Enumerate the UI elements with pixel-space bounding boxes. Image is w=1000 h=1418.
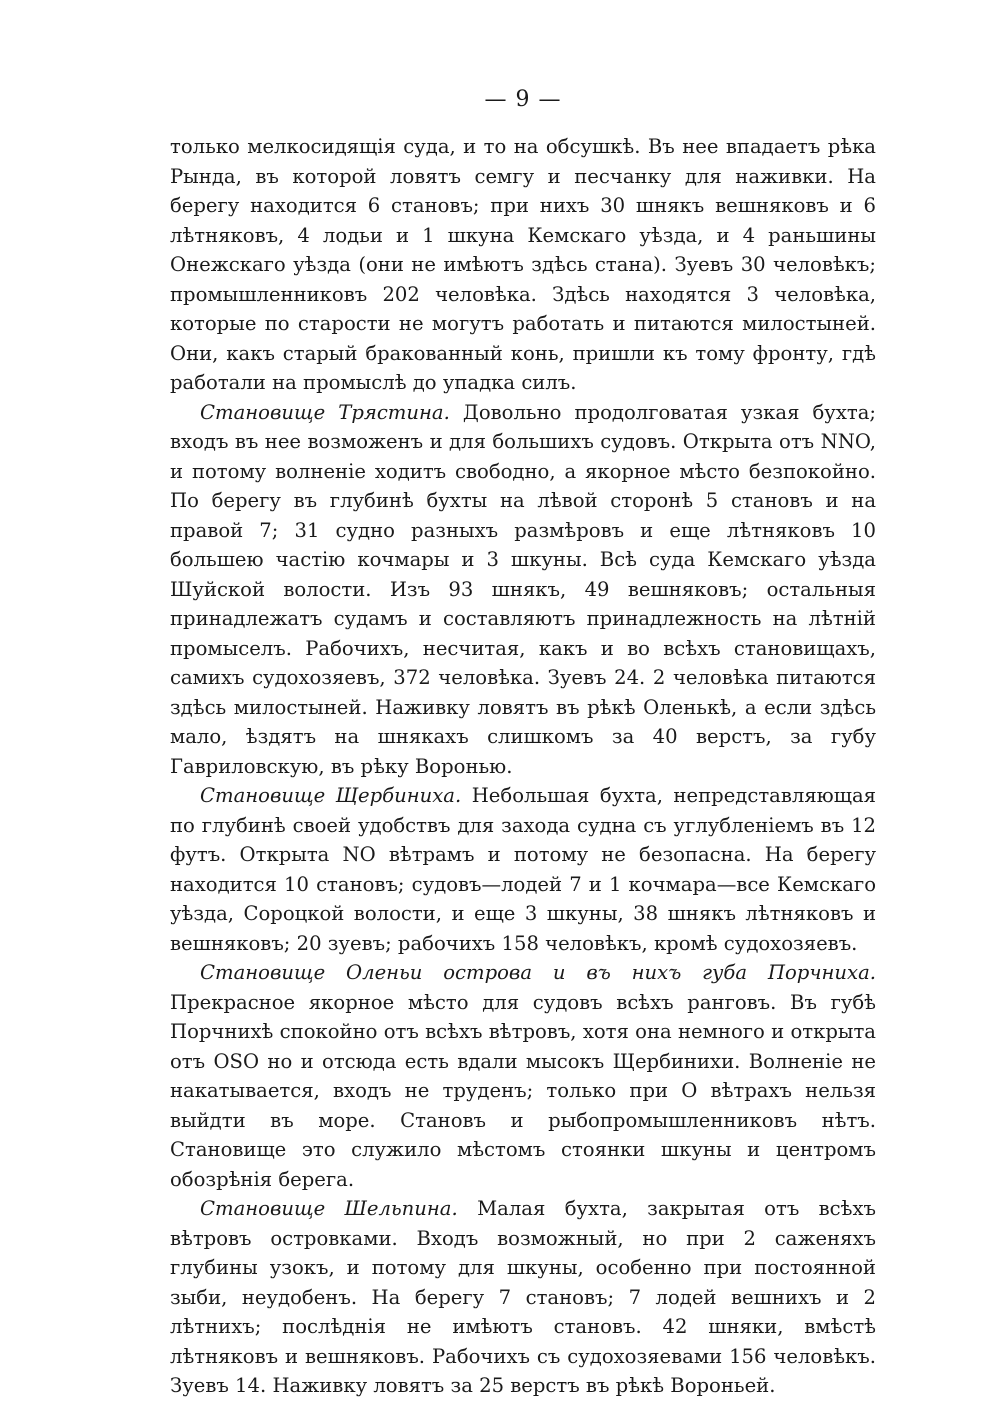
paragraph-3-text: Небольшая бухта, непредставляющая по глубинѣ своей удобствъ для захода судна съ углубленіемъ въ 12 футъ. Открыта NO вѣтрамъ и потому не безопасна. На берегу находится 10 становъ; судовъ—лодей 7 и 1 кочмара—все Кемскаго уѣзда, Сороцкой волости, и еще 3 шкуны, 38 шнякъ лѣтняковъ и вешняковъ; 20 зуевъ; рабочихъ 158 человѣкъ, кромѣ судохозяевъ. [170, 784, 877, 955]
paragraph-5 [170, 1194, 876, 1401]
paragraph-2-heading: Становище Трястина. [200, 400, 450, 424]
paragraph-2 [170, 398, 876, 782]
paragraph-1 [170, 132, 876, 398]
paragraph-5-text: Малая бухта, закрытая отъ всѣхъ вѣтровъ островками. Входъ возможный, но при 2 саженяхъ глубины узокъ, и потому для шкуны, особенно при постоянной зыби, неудобенъ. На берегу 7 становъ; 7 лодей вешнихъ и 2 лѣтнихъ; послѣднія не имѣютъ становъ. 42 шняки, вмѣстѣ лѣтняковъ и вешняковъ. Рабочихъ съ судохозяевами 156 человѣкъ. Зуевъ 14. Наживку ловятъ за 25 верстъ въ рѣкѣ Вороньей. [170, 1197, 876, 1397]
paragraph-5-heading: Становище Шельпина. [200, 1197, 458, 1220]
paragraph-2-text: Довольно продолговатая узкая бухта; входъ въ нее возможенъ и для большихъ судовъ. Открыта отъ NNO, и потому волненіе ходитъ свободно, а якорное мѣсто безпокойно. По берегу въ глубинѣ бухты на лѣвой сторонѣ 5 становъ и на правой 7; 31 судно разныхъ размѣровъ и еще лѣтняковъ 10 большею частію кочмары и 3 шкуны. Всѣ суда Кемскаго уѣзда Шуйской волости. Изъ 93 шнякъ, 49 вешняковъ; остальныя принадлежатъ судамъ и составляютъ принадлежность на лѣтній промыселъ. Рабочихъ, несчитая, какъ и во всѣхъ становищахъ, самихъ судохозяевъ, 372 человѣка. Зуевъ 24. 2 человѣка питаются здѣсь милостыней. Наживку ловятъ въ рѣкѣ Оленькѣ, а если здѣсь мало, ѣздятъ на шнякахъ слишкомъ за 40 верстъ, за губу Гавриловскую, въ рѣку Воронью. [170, 400, 876, 778]
paragraph-1-text: только мелкосидящія суда, и то на обсушкѣ. Въ нее впадаетъ рѣка Рында, въ которой ловятъ семгу и песчанку для наживки. На берегу находится 6 становъ; при нихъ 30 шнякъ вешняковъ и 6 лѣтняковъ, 4 лодьи и 1 шкуна Кемскаго уѣзда, и 4 раньшины Онежскаго уѣзда (они не имѣютъ здѣсь стана). Зуевъ 30 человѣкъ; промышленниковъ 202 человѣка. Здѣсь находятся 3 человѣка, которые по старости не могутъ работать и питаются милостыней. Они, какъ старый бракованный конь, пришли къ тому фронту, гдѣ работали на промыслѣ до упадка силъ. [170, 135, 876, 394]
paragraph-3 [170, 781, 876, 958]
paragraph-4-text: Прекрасное якорное мѣсто для судовъ всѣхъ ранговъ. Въ губѣ Порчнихѣ спокойно отъ всѣхъ вѣтровъ, хотя она немного и открыта отъ OSO но и отсюда есть вдали мысокъ Щербинихи. Волненіе не накатывается, входъ не труденъ; только при O вѣтрахъ нельзя выйдти въ море. Становъ и рыбопромышленниковъ нѣтъ. Становище это служило мѣстомъ стоянки шкуны и центромъ обозрѣнія берега. [170, 990, 876, 1191]
page-number: — 9 — [484, 87, 562, 112]
paragraph-4 [170, 958, 876, 1194]
page [170, 82, 876, 1401]
paragraph-3-heading: Становище Щербиниха. [200, 784, 462, 807]
paragraph-4-heading: Становище Оленьи острова и въ нихъ губа Порчниха. [200, 961, 876, 984]
